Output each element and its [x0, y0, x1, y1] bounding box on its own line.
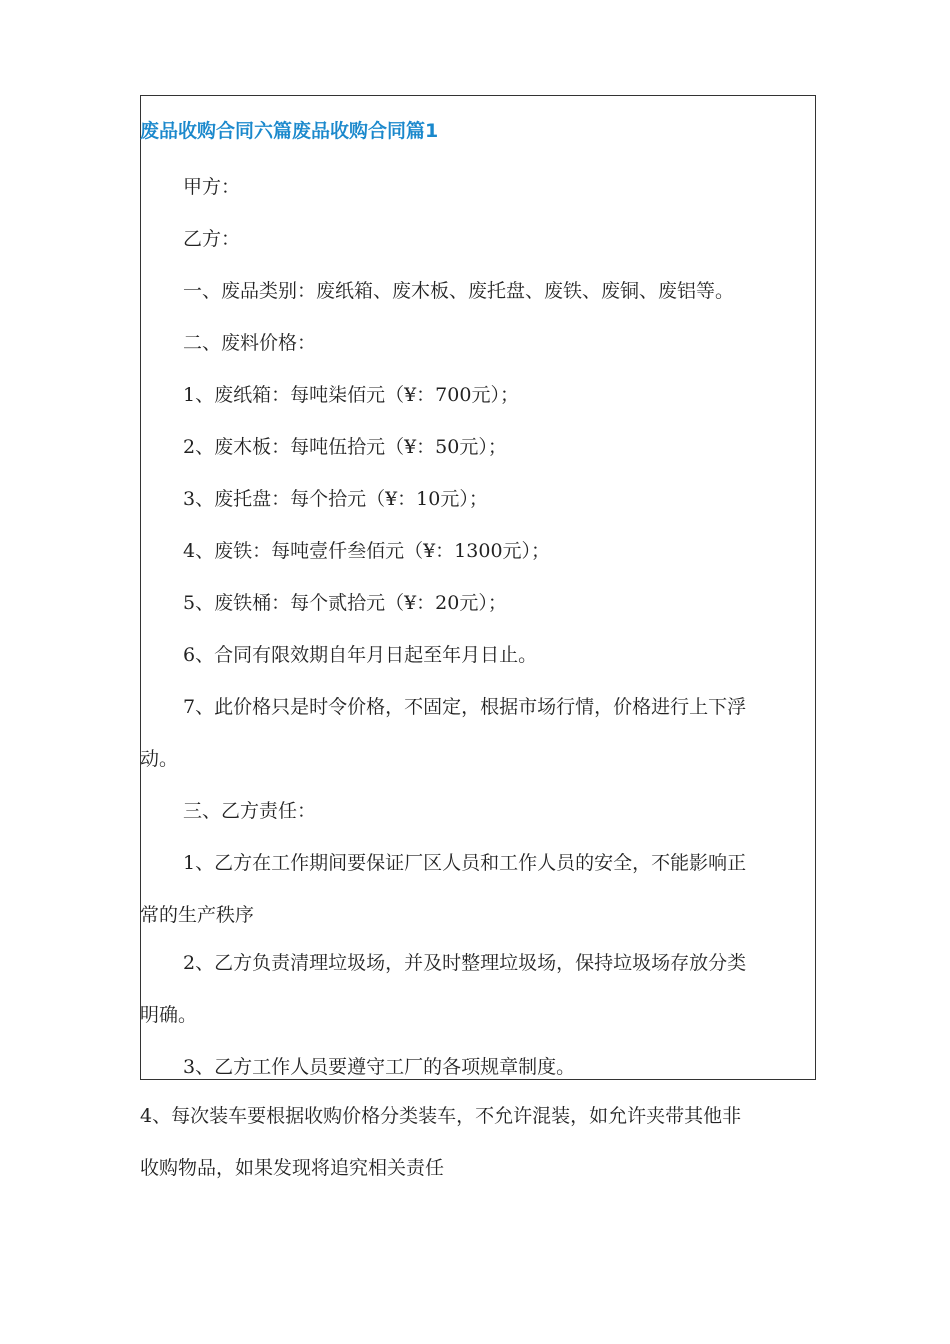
price-note: 7、此价格只是时令价格，不固定，根据市场行情，价格进行上下浮 [183, 696, 747, 718]
section-two: 二、废料价格： [183, 332, 317, 354]
duty-item: 2、乙方负责清理垃圾场，并及时整理垃圾场，保持垃圾场存放分类 [183, 952, 747, 974]
outside-paragraph: 4、每次装车要根据收购价格分类装车，不允许混装，如允许夹带其他非 [140, 1105, 742, 1127]
price-item: 3、废托盘：每个拾元（¥：10元）； [183, 488, 488, 510]
outside-paragraph-cont: 收购物品，如果发现将追究相关责任 [140, 1157, 445, 1179]
section-one: 一、废品类别：废纸箱、废木板、废托盘、废铁、废铜、废铝等。 [183, 280, 735, 302]
section-three: 三、乙方责任： [183, 800, 317, 822]
price-item: 2、废木板：每吨伍拾元（¥：50元）； [183, 436, 507, 458]
duty-item-cont: 常的生产秩序 [140, 904, 255, 926]
price-note-cont: 动。 [140, 748, 179, 770]
contract-box [140, 95, 816, 1080]
page-title: 废品收购合同六篇废品收购合同篇1 [140, 120, 439, 142]
price-item: 1、废纸箱：每吨柒佰元（¥：700元）； [183, 384, 519, 406]
price-item: 4、废铁：每吨壹仟叁佰元（¥：1300元）； [183, 540, 551, 562]
duty-item: 3、乙方工作人员要遵守工厂的各项规章制度。 [183, 1056, 576, 1078]
validity-item: 6、合同有限效期自年月日起至年月日止。 [183, 644, 538, 666]
duty-item-cont: 明确。 [140, 1004, 198, 1026]
price-item: 5、废铁桶：每个贰拾元（¥：20元）； [183, 592, 507, 614]
duty-item: 1、乙方在工作期间要保证厂区人员和工作人员的安全，不能影响正 [183, 852, 747, 874]
party-b: 乙方： [183, 228, 241, 250]
party-a: 甲方： [183, 176, 241, 198]
